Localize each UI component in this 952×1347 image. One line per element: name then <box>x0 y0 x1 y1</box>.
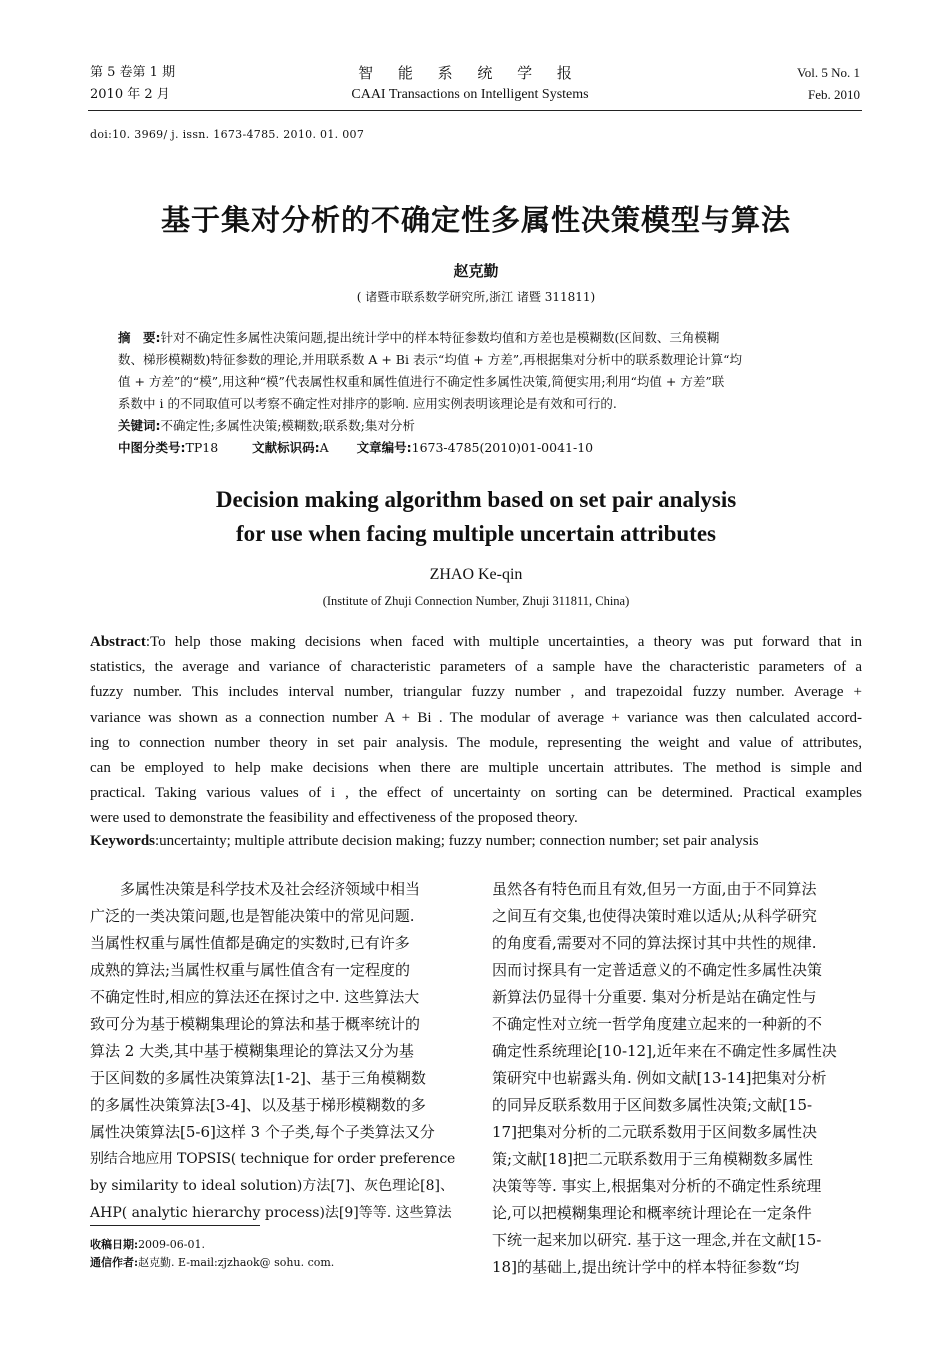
keywords-en-label: Keywords <box>90 833 155 849</box>
body-line: 论,可以把模糊集理论和概率统计理论在一定条件 <box>492 1204 812 1222</box>
journal-name-cn: 智 能 系 统 学 报 <box>358 64 582 82</box>
body-line: AHP( analytic hierarchy process)法[9]等等. 这些算法 <box>90 1205 452 1221</box>
body-line: 策研究中也崭露头角. 例如文献[13-14]把集对分析 <box>492 1069 827 1087</box>
article-no-value: 1673-4785(2010)01-0041-10 <box>411 440 594 455</box>
doc-code-value: A <box>319 440 329 455</box>
body-line: 因而讨探具有一定普适意义的不确定性多属性决策 <box>492 961 823 979</box>
body-line: 决策等等. 事实上,根据集对分析的不确定性系统理 <box>492 1177 822 1195</box>
body-line: 的角度看,需要对不同的算法探讨其中共性的规律. <box>492 934 817 952</box>
abstract-cn-line: 系数中 i 的不同取值可以考察不确定性对排序的影响. 应用实例表明该理论是有效和可行的. <box>118 396 617 411</box>
clc-value: TP18 <box>185 440 219 455</box>
corr-label: 通信作者: <box>90 1256 139 1269</box>
body-line: 广泛的一类决策问题,也是智能决策中的常见问题. <box>90 907 415 925</box>
body-line: 算法 2 大类,其中基于模糊集理论的算法又分为基 <box>90 1042 414 1060</box>
abstract-en <box>90 630 862 832</box>
classification-line <box>118 437 838 459</box>
body-line: 下统一起来加以研究. 基于这一理念,并在文献[15- <box>492 1231 822 1249</box>
abstract-en-line: ing to connection number theory in set pair analysis. The module, representing the weight and value of attributes, <box>90 734 862 751</box>
publication-date-en: Feb. 2010 <box>808 87 860 102</box>
body-line: 于区间数的多属性决策算法[1-2]、基于三角模糊数 <box>90 1069 426 1087</box>
body-line: 的同异反联系数用于区间数多属性决策;文献[15- <box>492 1096 813 1114</box>
body-column-left <box>90 876 458 1227</box>
body-line: 之间互有交集,也使得决策时难以适从;从科学研究 <box>492 907 817 925</box>
body-line: 不确定性对立统一哲学角度建立起来的一种新的不 <box>492 1015 823 1033</box>
affiliation-cn: ( 诸暨市联系数学研究所,浙江 诸暨 311811) <box>356 290 596 304</box>
abstract-en-line: variance was shown as a connection number A + Bi . The modular of average + variance was then calculated accord- <box>90 709 862 726</box>
title-en-line: Decision making algorithm based on set pair analysis <box>215 487 737 512</box>
doi: doi:10. 3969/ j. issn. 1673-4785. 2010. 01. 007 <box>90 128 365 141</box>
body-line: 致可分为基于模糊集理论的算法和基于概率统计的 <box>90 1015 421 1033</box>
footnote-rule <box>90 1225 260 1226</box>
title-en <box>0 483 952 551</box>
footnote <box>90 1236 334 1272</box>
volume-issue-en: Vol. 5 No. 1 <box>797 65 860 80</box>
author-cn: 赵克勤 <box>453 262 499 280</box>
keywords-cn: 关键词:不确定性;多属性决策;模糊数;联系数;集对分析 <box>118 418 415 433</box>
abstract-en-line: fuzzy number. This includes interval number, triangular fuzzy number , and trapezoidal fuzzy number. Average + <box>90 684 862 701</box>
abstract-cn-line: 值 + 方差”的“模”,用这种“模”代表属性权重和属性值进行不确定性多属性决策,简便实用;利用“均值 + 方差”联 <box>118 374 725 389</box>
author-en: ZHAO Ke-qin <box>429 566 523 583</box>
keywords-cn-label: 关键词: <box>118 418 161 433</box>
body-column-right <box>492 876 862 1281</box>
abstract-en-line: can be employed to help make decisions when there are multiple uncertain attributes. The method is simple and <box>90 760 862 777</box>
journal-name-en: CAAI Transactions on Intelligent Systems <box>351 87 589 102</box>
journal-issue-en <box>797 62 860 106</box>
abstract-en-line: Abstract:To help those making decisions when faced with multiple uncertainties, a theory was put forward that in <box>90 634 862 650</box>
doc-code-label: 文献标识码: <box>252 440 320 455</box>
body-line: 18]的基础上,提出统计学中的样本特征参数“均 <box>492 1258 800 1276</box>
affiliation-en: (Institute of Zhuji Connection Number, Zhuji 311811, China) <box>322 594 630 608</box>
body-line: 属性决策算法[5-6]这样 3 个子类,每个子类算法又分 <box>90 1123 435 1141</box>
received-label: 收稿日期: <box>90 1238 139 1251</box>
abstract-en-line: were used to demonstrate the feasibility and effectiveness of the proposed theory. <box>90 810 578 827</box>
abstract-cn <box>118 327 838 459</box>
publication-date: 2010 年 2 月 <box>90 87 170 102</box>
body-line: 不确定性时,相应的算法还在探讨之中. 这些算法大 <box>90 988 420 1006</box>
abstract-en-label: Abstract <box>90 634 146 650</box>
body-line: 新算法仍显得十分重要. 集对分析是站在确定性与 <box>492 988 817 1006</box>
body-line: 多属性决策是科学技术及社会经济领域中相当 <box>90 880 421 898</box>
title-cn: 基于集对分析的不确定性多属性决策模型与算法 <box>160 203 791 237</box>
body-line: 的多属性决策算法[3-4]、以及基于梯形模糊数的多 <box>90 1096 426 1114</box>
body-line: by similarity to ideal solution)方法[7]、灰色理论[8]、 <box>90 1178 454 1194</box>
corresponding-author: 通信作者:赵克勤. E-mail:zjzhaok@ sohu. com. <box>90 1256 335 1269</box>
clc-label: 中图分类号: <box>118 440 186 455</box>
body-line: 确定性系统理论[10-12],近年来在不确定性多属性决 <box>492 1042 837 1060</box>
body-line: 策;文献[18]把二元联系数用于三角模糊数多属性 <box>492 1150 813 1168</box>
abstract-en-line: practical. Taking various values of i , the effect of uncertainty on sorting can be determined. Practical examples <box>90 785 862 802</box>
journal-issue <box>90 62 175 106</box>
body-line: 成熟的算法;当属性权重与属性值含有一定程度的 <box>90 961 411 979</box>
abstract-cn-line: 数、梯形模糊数)特征参数的理论,并用联系数 A + Bi 表示“均值 + 方差”,再根据集对分析中的联系数理论计算“均 <box>118 352 742 367</box>
abstract-cn-label: 摘 要: <box>118 330 161 345</box>
body-line: 当属性权重与属性值都是确定的实数时,已有许多 <box>90 934 410 952</box>
keywords-en <box>90 833 862 850</box>
body-line: 虽然各有特色而且有效,但另一方面,由于不同算法 <box>492 880 817 898</box>
header-rule <box>88 110 862 111</box>
abstract-en-line: statistics, the average and variance of characteristic parameters of a sample have the characteristic parameters of a <box>90 659 862 676</box>
title-en-line: for use when facing multiple uncertain attributes <box>235 521 716 546</box>
abstract-cn-line: 摘 要:针对不确定性多属性决策问题,提出统计学中的样本特征参数均值和方差也是模糊数(区间数、三角模糊 <box>118 330 720 345</box>
keywords-en-text: :uncertainty; multiple attribute decision making; fuzzy number; connection number; set pair analysis <box>155 833 759 849</box>
body-line: 17]把集对分析的二元联系数用于区间数多属性决 <box>492 1123 817 1141</box>
body-line: 别结合地应用 TOPSIS( technique for order preference <box>90 1151 456 1167</box>
received-date: 收稿日期:2009-06-01. <box>90 1238 205 1251</box>
journal-name <box>280 62 660 106</box>
article-no-label: 文章编号: <box>356 440 412 455</box>
volume-issue: 第 5 卷第 1 期 <box>90 65 176 80</box>
